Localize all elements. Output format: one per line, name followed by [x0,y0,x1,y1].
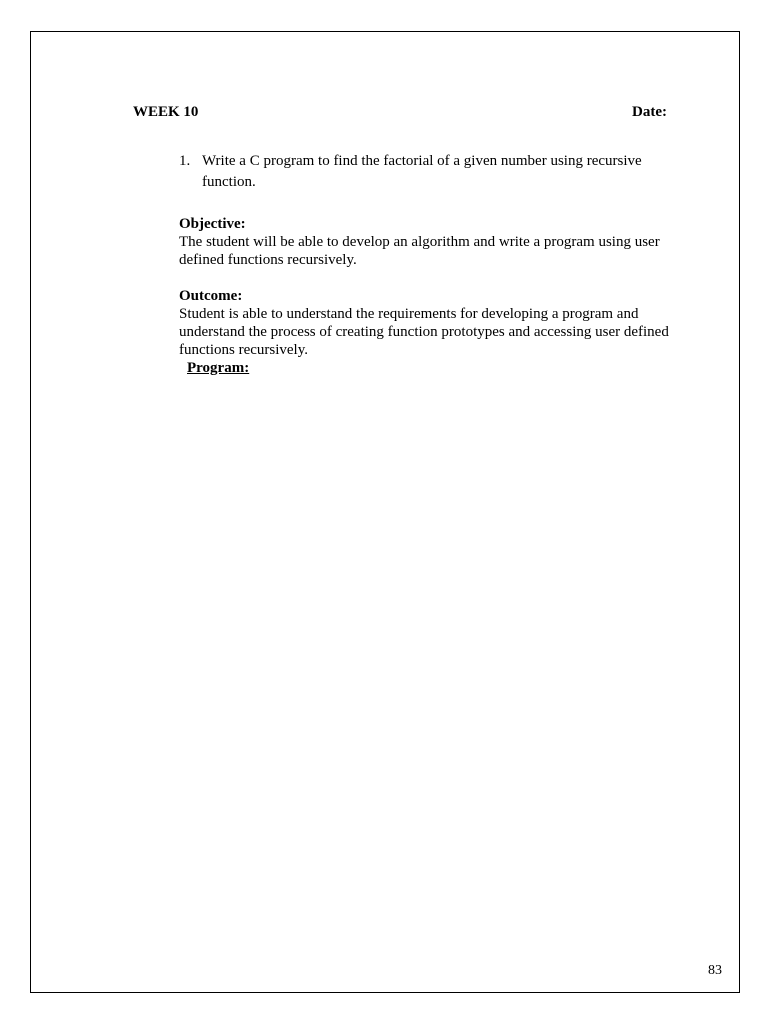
outcome-heading: Outcome: [179,288,243,304]
question-text: Write a C program to find the factorial of a given number using recursive function. [202,153,642,190]
date-label: Date: [632,104,667,120]
program-heading: Program: [187,360,250,376]
week-title: WEEK 10 [133,104,199,120]
objective-section [179,215,679,269]
page-number: 83 [708,963,722,978]
outcome-section [179,287,679,359]
outcome-text: Student is able to understand the requirements for developing a program and understand the process of creating function prototypes and accessing user defined functions recursively. [179,306,669,358]
objective-heading: Objective: [179,216,246,232]
question-item [179,151,659,193]
question-number: 1. [179,153,191,169]
objective-text: The student will be able to develop an algorithm and write a program using user defined functions recursively. [179,234,660,268]
